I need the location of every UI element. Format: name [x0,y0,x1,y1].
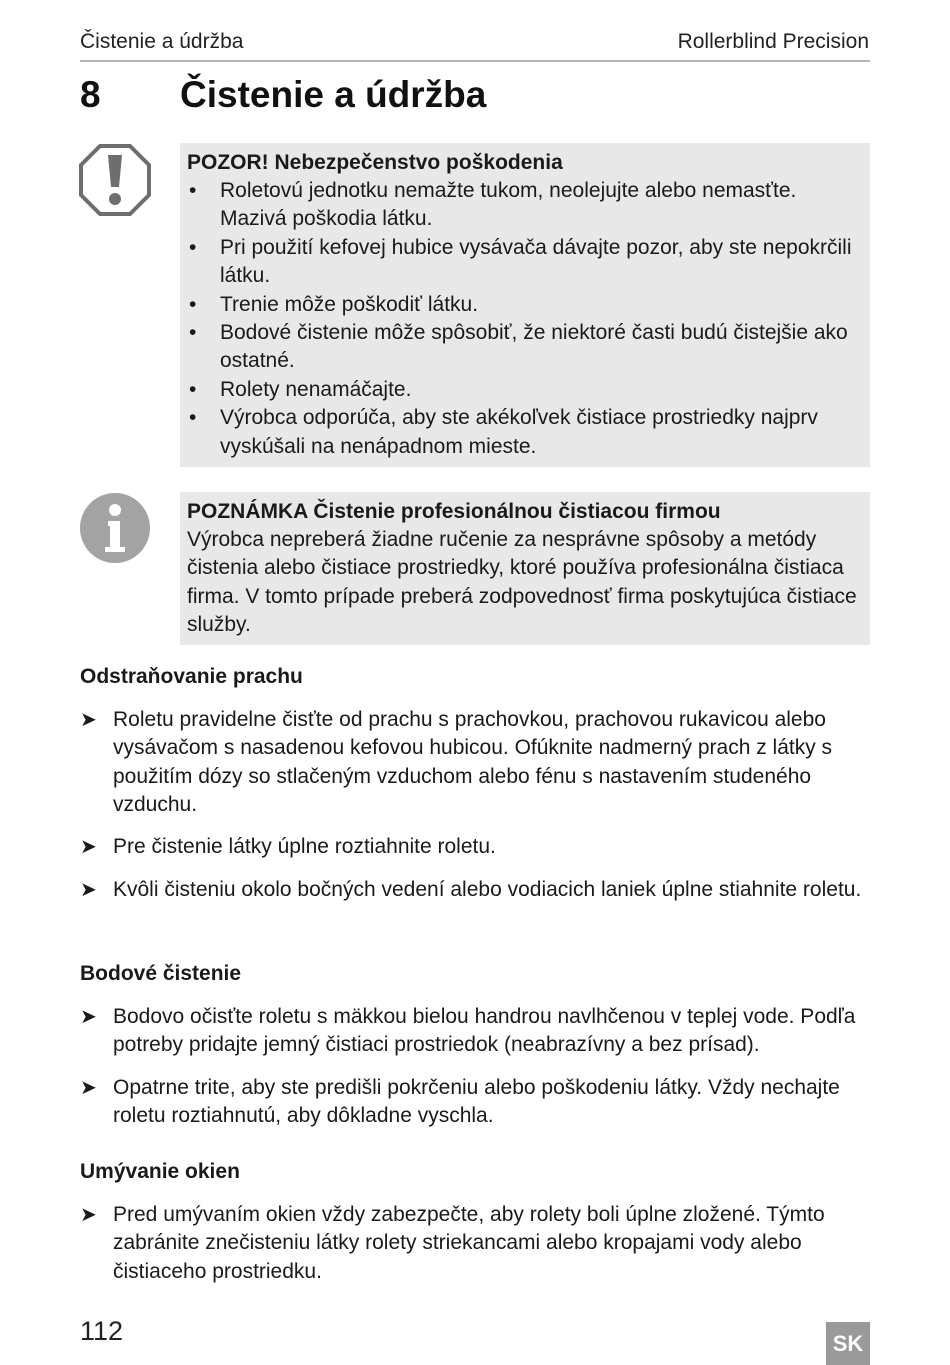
arrow-bullet-icon: ➤ [80,1204,97,1226]
language-badge: SK [826,1322,870,1365]
section-heading-dust: Odstraňovanie prachu [80,665,303,688]
bullet: • [189,321,197,345]
step-item: ➤ Kvôli čisteniu okolo bočných vedení alebo vodiacich laniek úplne stiahnite roletu. [80,876,870,904]
caution-list [187,177,860,461]
arrow-bullet-icon: ➤ [80,709,97,731]
bullet: • [189,235,197,259]
caution-item: • Rolety nenamáčajte. [187,376,860,404]
section-heading-windows: Umývanie okien [80,1160,240,1183]
caution-box [180,143,870,467]
chapter-number: 8 [80,74,101,115]
arrow-bullet-icon: ➤ [80,1006,97,1028]
header-divider [80,60,870,62]
caution-item: • Trenie môže poškodiť látku. [187,291,860,319]
chapter-heading [80,74,486,116]
note-title: POZNÁMKA Čistenie profesionálnou čistiacou firmou [187,500,721,523]
page-number: 112 [80,1316,124,1346]
caution-item: • Roletovú jednotku nemažte tukom, neolejujte alebo nemasťte. Mazivá poškodia látku. [189,179,797,231]
arrow-bullet-icon: ➤ [80,1077,97,1099]
caution-item: • Pri použití kefovej hubice vysávača dávajte pozor, aby ste nepokrčili látku. [189,235,852,288]
arrow-bullet-icon: ➤ [80,879,97,901]
step-item: ➤ Opatrne trite, aby ste predišli pokrčeniu alebo poškodeniu látky. Vždy nechajte roletu roztiahnutú, aby dôkladne vyschla. [80,1076,840,1128]
bullet: • [189,406,197,430]
caution-item: • Výrobca odporúča, aby ste akékoľvek čistiace prostriedky najprv vyskúšali na nenápadnom mieste. [189,406,818,458]
info-icon [78,491,152,565]
step-item: ➤ Roletu pravidelne čisťte od prachu s prachovkou, prachovou rukavicou alebo vysávačom s nasadenou kefovou hubicou. Ofúknite nadmerný prach z látky s použitím dózy so stlačeným vzduchom alebo fénu s nastavením studeného vzduchu. [80,708,833,817]
bullet: • [189,292,197,316]
running-header-product: Rollerblind Precision [677,30,869,53]
exclamation-octagon-icon [78,143,152,217]
chapter-title: Čistenie a údržba [180,74,487,115]
note-box [180,492,870,645]
section-heading-spot: Bodové čistenie [80,962,242,985]
bullet: • [189,377,197,401]
step-item: ➤ Pre čistenie látky úplne roztiahnite roletu. [80,833,870,861]
caution-title: POZOR! Nebezpečenstvo poškodenia [187,151,563,174]
running-header-section: Čistenie a údržba [80,30,244,53]
caution-item: • Bodové čistenie môže spôsobiť, že niektoré časti budú čistejšie ako ostatné. [189,321,848,373]
arrow-bullet-icon: ➤ [80,836,97,858]
note-text: Výrobca nepreberá žiadne ručenie za nesprávne spôsoby a metódy čistenia alebo čistiace prostriedky, ktoré používa profesionálna čistiaca firma. V tomto prípade preberá zodpovednosť firma poskytujúca čistiace služby. [187,528,857,637]
bullet: • [189,179,197,202]
step-item: ➤ Bodovo očisťte roletu s mäkkou bielou handrou navlhčenou v teplej vode. Podľa potreby pridajte jemný čistiaci prostriedok (neabrazívny a bez prísad). [80,1005,856,1057]
step-item: ➤ Pred umývaním okien vždy zabezpečte, aby rolety boli úplne zložené. Týmto zabránite znečisteniu látky rolety striekancami alebo kropajami vody alebo čistiaceho prostriedku. [80,1203,825,1283]
